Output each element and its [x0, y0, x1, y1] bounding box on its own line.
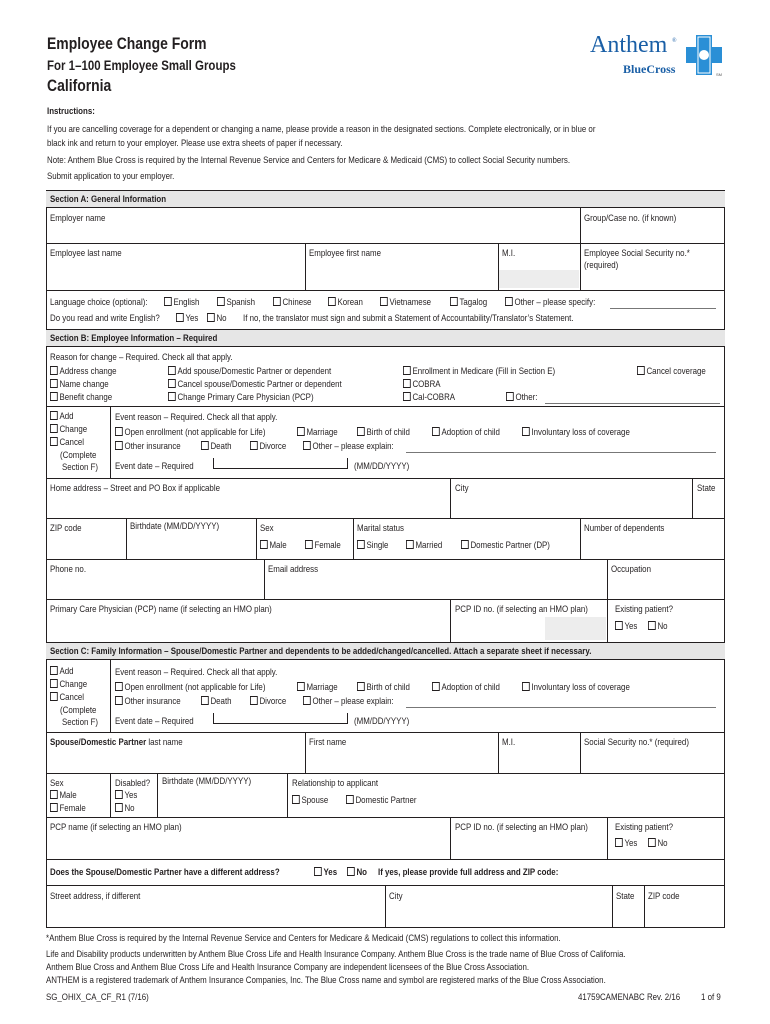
- spouse-female-checkbox[interactable]: [50, 803, 86, 814]
- diff-address-no-label: No: [356, 867, 367, 877]
- b-divorce-checkbox[interactable]: [250, 441, 286, 452]
- add-spouse-label: Add spouse/Domestic Partner or dependent: [177, 366, 332, 376]
- footer-note: *Anthem Blue Cross is required by the Internal Revenue Service and Centers for Medicare & Medicaid (CMS) regulations to collect this information.: [46, 933, 561, 943]
- spouse-existing-no-checkbox[interactable]: [648, 838, 668, 849]
- email-label: Email address: [268, 564, 319, 574]
- form-state: California: [47, 76, 112, 95]
- language-other-checkbox[interactable]: [505, 297, 595, 308]
- cancel-coverage-checkbox[interactable]: [637, 366, 706, 377]
- footer-line3: ANTHEM is a registered trademark of Anthem Insurance Companies, Inc. The Blue Cross name and symbol are registered marks of the Blue Cross Association.: [46, 975, 606, 985]
- instructions-line1: If you are cancelling coverage for a dependent or changing a name, please provide a reason in the designated sections. Complete electronically, or in blue or: [47, 124, 596, 134]
- benefit-change-label: Benefit change: [59, 392, 113, 402]
- marital-label: Marital status: [357, 523, 404, 533]
- c-add-checkbox[interactable]: [50, 666, 74, 677]
- b-birth-checkbox[interactable]: [357, 427, 410, 438]
- employer-name-label: Employer name: [50, 213, 106, 223]
- language-tagalog-label: Tagalog: [459, 297, 488, 307]
- spouse-sex-label: Sex: [50, 778, 64, 788]
- dependents-label: Number of dependents: [584, 523, 665, 533]
- read-write-yes-label: Yes: [185, 313, 199, 323]
- diff-address-yes-checkbox[interactable]: [314, 867, 337, 878]
- language-english-checkbox[interactable]: [164, 297, 199, 308]
- spouse-birthdate-label: Birthdate (MM/DD/YYYY): [162, 776, 252, 786]
- language-korean-checkbox[interactable]: [328, 297, 363, 308]
- language-english-label: English: [173, 297, 200, 307]
- read-write-no-label: No: [216, 313, 227, 323]
- spouse-existing-yes-checkbox[interactable]: [615, 838, 637, 849]
- instructions-line4: Submit application to your employer.: [47, 171, 175, 181]
- b-complete-note-2: Section F): [62, 462, 99, 472]
- b-complete-note-1: (Complete: [60, 450, 97, 460]
- group-case-input[interactable]: [581, 225, 724, 241]
- c-involuntary-label: Involuntary loss of coverage: [531, 682, 630, 692]
- phone-label: Phone no.: [50, 564, 87, 574]
- sex-female-label: Female: [314, 540, 341, 550]
- spouse-first-name-label: First name: [309, 737, 347, 747]
- city-label: City: [455, 483, 469, 493]
- city-input[interactable]: [451, 497, 691, 516]
- form-subtitle: For 1–100 Employee Small Groups: [47, 57, 236, 73]
- b-birth-label: Birth of child: [366, 427, 410, 437]
- section-c-header: [46, 642, 725, 660]
- home-address-label: Home address – Street and PO Box if applicable: [50, 483, 220, 493]
- form-id: SG_OHIX_CA_CF_R1 (7/16): [46, 992, 149, 1002]
- c-marriage-label: Marriage: [306, 682, 338, 692]
- spouse-ssn-label: Social Security no.* (required): [584, 737, 689, 747]
- state-label: State: [697, 483, 716, 493]
- logo-sub: BlueCross: [623, 62, 676, 76]
- employee-mi-input[interactable]: [499, 270, 579, 288]
- existing-yes-label: Yes: [624, 621, 638, 631]
- logo-sm: SM: [716, 72, 722, 77]
- spouse-state-label: State: [616, 891, 635, 901]
- change-pcp-label: Change Primary Care Physician (PCP): [177, 392, 314, 402]
- diff-address-yes-label: Yes: [323, 867, 338, 877]
- c-marriage-checkbox[interactable]: [297, 682, 338, 693]
- c-event-date-label: Event date – Required: [115, 716, 194, 726]
- read-write-no-checkbox[interactable]: [207, 313, 227, 324]
- c-other-explain-label: Other – please explain:: [312, 696, 394, 706]
- b-other-insurance-checkbox[interactable]: [115, 441, 181, 452]
- language-korean-label: Korean: [337, 297, 363, 307]
- medicare-label: Enrollment in Medicare (Fill in Section E): [412, 366, 556, 376]
- b-cancel-label: Cancel: [59, 437, 85, 447]
- employee-first-name-input[interactable]: [306, 265, 497, 287]
- spouse-existing-yes-label: Yes: [624, 838, 638, 848]
- c-event-reason-label: Event reason – Required. Check all that apply.: [115, 667, 278, 677]
- c-death-checkbox[interactable]: [201, 696, 232, 707]
- birthdate-label: Birthdate (MM/DD/YYYY): [130, 521, 220, 531]
- logo-name: Anthem: [590, 32, 668, 58]
- street-address-label: Street address, if different: [50, 891, 141, 901]
- employee-ssn-label: Employee Social Security no.*: [584, 248, 690, 258]
- instructions-line3: Note: Anthem Blue Cross is required by the Internal Revenue Service and Centers for Medicare & Medicaid (CMS) to collect Social Security numbers.: [47, 155, 571, 165]
- pcp-name-label: Primary Care Physician (PCP) name (if selecting an HMO plan): [50, 604, 272, 614]
- b-event-date-label: Event date – Required: [115, 461, 194, 471]
- existing-yes-checkbox[interactable]: [615, 621, 637, 632]
- disabled-no-checkbox[interactable]: [115, 803, 135, 814]
- c-birth-checkbox[interactable]: [357, 682, 410, 693]
- disabled-yes-checkbox[interactable]: [115, 790, 137, 801]
- c-complete-note-2: Section F): [62, 717, 99, 727]
- language-label: Language choice (optional):: [50, 297, 148, 307]
- cal-cobra-checkbox[interactable]: [403, 392, 455, 403]
- c-cancel-label: Cancel: [59, 692, 85, 702]
- b-change-checkbox[interactable]: [50, 424, 87, 435]
- b-marriage-checkbox[interactable]: [297, 427, 338, 438]
- spouse-city-label: City: [389, 891, 403, 901]
- disabled-label: Disabled?: [115, 778, 151, 788]
- b-cancel-checkbox[interactable]: [50, 437, 84, 448]
- language-chinese-label: Chinese: [282, 297, 312, 307]
- section-a-header: [46, 190, 725, 208]
- spouse-label-rest: last name: [146, 737, 183, 747]
- pcp-id-label: PCP ID no. (if selecting an HMO plan): [455, 604, 588, 614]
- form-code: 41759CAMENABC Rev. 2/16: [578, 992, 681, 1002]
- cal-cobra-label: Cal-COBRA: [412, 392, 456, 402]
- read-write-yes-checkbox[interactable]: [176, 313, 198, 324]
- c-other-explain-input[interactable]: [406, 707, 716, 708]
- c-other-insurance-checkbox[interactable]: [115, 696, 181, 707]
- b-other-explain-checkbox[interactable]: [303, 441, 394, 452]
- b-add-checkbox[interactable]: [50, 411, 74, 422]
- spouse-zip-label: ZIP code: [648, 891, 680, 901]
- spouse-existing-label: Existing patient?: [615, 822, 673, 832]
- change-pcp-checkbox[interactable]: [168, 392, 314, 403]
- employee-last-name-input[interactable]: [47, 265, 304, 287]
- b-death-checkbox[interactable]: [201, 441, 232, 452]
- c-open-enrollment-label: Open enrollment (not applicable for Life): [124, 682, 266, 692]
- c-involuntary-checkbox[interactable]: [522, 682, 630, 693]
- b-open-enrollment-label: Open enrollment (not applicable for Life): [124, 427, 266, 437]
- b-involuntary-label: Involuntary loss of coverage: [531, 427, 630, 437]
- spouse-label-bold: Spouse/Domestic Partner: [50, 737, 147, 747]
- c-adoption-checkbox[interactable]: [432, 682, 500, 693]
- footer-line2: Anthem Blue Cross and Anthem Blue Cross Life and Health Insurance Company are independent licensees of the Blue Cross Association.: [46, 962, 530, 972]
- spouse-pcp-name-label: PCP name (if selecting an HMO plan): [50, 822, 182, 832]
- sex-male-checkbox[interactable]: [260, 540, 287, 551]
- marital-married-label: Married: [415, 540, 443, 550]
- employee-first-name-label: Employee first name: [309, 248, 382, 258]
- medicare-checkbox[interactable]: [403, 366, 555, 377]
- spouse-last-name-label: [50, 737, 183, 748]
- employee-ssn-input[interactable]: [581, 275, 724, 288]
- sex-label: Sex: [260, 523, 274, 533]
- b-open-enrollment-checkbox[interactable]: [115, 427, 265, 438]
- marital-dp-checkbox[interactable]: [461, 540, 550, 551]
- section-a-title: Section A: General Information: [50, 194, 167, 204]
- spouse-female-label: Female: [59, 803, 86, 813]
- b-involuntary-checkbox[interactable]: [522, 427, 630, 438]
- c-open-enrollment-checkbox[interactable]: [115, 682, 265, 693]
- add-spouse-checkbox[interactable]: [168, 366, 331, 377]
- c-event-date-input[interactable]: [213, 713, 348, 724]
- c-other-insurance-label: Other insurance: [124, 696, 181, 706]
- read-write-label: Do you read and write English?: [50, 313, 160, 323]
- b-other-explain-input[interactable]: [406, 452, 716, 453]
- b-divorce-label: Divorce: [259, 441, 287, 451]
- cancel-spouse-label: Cancel spouse/Domestic Partner or dependent: [177, 379, 342, 389]
- anthem-logo: [590, 32, 730, 82]
- cobra-checkbox[interactable]: [403, 379, 441, 390]
- b-other-insurance-label: Other insurance: [124, 441, 181, 451]
- existing-no-label: No: [657, 621, 668, 631]
- b-adoption-label: Adoption of child: [441, 427, 500, 437]
- c-birth-label: Birth of child: [366, 682, 410, 692]
- c-death-label: Death: [210, 696, 232, 706]
- marital-married-checkbox[interactable]: [406, 540, 442, 551]
- section-b-header: [46, 329, 725, 347]
- translator-note: If no, the translator must sign and submit a Statement of Accountability/Translator’s Statement.: [243, 313, 574, 323]
- b-event-date-input[interactable]: [213, 458, 348, 469]
- cancel-spouse-checkbox[interactable]: [168, 379, 342, 390]
- reason-other-checkbox[interactable]: [506, 392, 537, 403]
- relationship-spouse-checkbox[interactable]: [292, 795, 328, 806]
- cancel-coverage-label: Cancel coverage: [646, 366, 706, 376]
- zip-label: ZIP code: [50, 523, 82, 533]
- spouse-male-label: Male: [59, 790, 77, 800]
- employee-last-name-label: Employee last name: [50, 248, 122, 258]
- diff-address-no-checkbox[interactable]: [347, 867, 367, 878]
- relationship-spouse-label: Spouse: [301, 795, 329, 805]
- b-marriage-label: Marriage: [306, 427, 338, 437]
- b-other-explain-label: Other – please explain:: [312, 441, 394, 451]
- footer-line1: Life and Disability products underwritten by Anthem Blue Cross Life and Health Insurance Company. Anthem Blue Cross is the trade name of Blue Cross of California.: [46, 949, 626, 959]
- relationship-dp-label: Domestic Partner: [355, 795, 417, 805]
- address-change-label: Address change: [59, 366, 117, 376]
- spouse-male-checkbox[interactable]: [50, 790, 77, 801]
- cobra-label: COBRA: [412, 379, 441, 389]
- c-change-label: Change: [59, 679, 88, 689]
- reason-other-input[interactable]: [545, 403, 720, 404]
- occupation-label: Occupation: [611, 564, 651, 574]
- page-number: 1 of 9: [701, 992, 721, 1002]
- b-adoption-checkbox[interactable]: [432, 427, 500, 438]
- blue-cross-icon: [685, 34, 723, 76]
- name-change-checkbox[interactable]: [50, 379, 109, 390]
- spouse-mi-label: M.I.: [502, 737, 516, 747]
- c-other-explain-checkbox[interactable]: [303, 696, 394, 707]
- form-title: Employee Change Form: [47, 34, 207, 53]
- c-complete-note-1: (Complete: [60, 705, 97, 715]
- benefit-change-checkbox[interactable]: [50, 392, 112, 403]
- reason-label: Reason for change – Required. Check all that apply.: [50, 352, 233, 362]
- b-event-reason-label: Event reason – Required. Check all that apply.: [115, 412, 278, 422]
- marital-single-checkbox[interactable]: [357, 540, 388, 551]
- language-other-input[interactable]: [610, 308, 716, 309]
- disabled-no-label: No: [124, 803, 135, 813]
- diff-address-label: Does the Spouse/Domestic Partner have a different address?: [50, 867, 280, 877]
- c-change-checkbox[interactable]: [50, 679, 87, 690]
- instructions-heading: Instructions:: [47, 106, 95, 116]
- language-chinese-checkbox[interactable]: [273, 297, 311, 308]
- spouse-existing-no-label: No: [657, 838, 668, 848]
- language-spanish-label: Spanish: [226, 297, 256, 307]
- language-spanish-checkbox[interactable]: [217, 297, 255, 308]
- sex-female-checkbox[interactable]: [305, 540, 341, 551]
- c-divorce-checkbox[interactable]: [250, 696, 286, 707]
- section-c-title: Section C: Family Information – Spouse/Domestic Partner and dependents to be added/changed/cancelled. Attach a separate sheet if necessary.: [50, 646, 592, 656]
- c-add-label: Add: [59, 666, 74, 676]
- c-adoption-label: Adoption of child: [441, 682, 500, 692]
- existing-patient-label: Existing patient?: [615, 604, 673, 614]
- instructions-line2: black ink and return to your employer. Please use extra sheets of paper if necessary.: [47, 138, 343, 148]
- reason-other-label: Other:: [515, 392, 538, 402]
- language-other-label: Other – please specify:: [514, 297, 596, 307]
- existing-no-checkbox[interactable]: [648, 621, 668, 632]
- logo-tm: ®: [672, 38, 677, 44]
- spouse-pcp-id-label: PCP ID no. (if selecting an HMO plan): [455, 822, 588, 832]
- c-divorce-label: Divorce: [259, 696, 287, 706]
- relationship-label: Relationship to applicant: [292, 778, 379, 788]
- language-tagalog-checkbox[interactable]: [450, 297, 487, 308]
- marital-single-label: Single: [366, 540, 389, 550]
- name-change-label: Name change: [59, 379, 109, 389]
- state-input[interactable]: [693, 497, 724, 516]
- language-vietnamese-label: Vietnamese: [389, 297, 432, 307]
- group-case-label: Group/Case no. (if known): [584, 213, 677, 223]
- b-change-label: Change: [59, 424, 88, 434]
- b-add-label: Add: [59, 411, 74, 421]
- section-b-title: Section B: Employee Information – Required: [50, 333, 218, 343]
- home-address-input[interactable]: [47, 497, 449, 516]
- c-date-format: (MM/DD/YYYY): [354, 716, 410, 726]
- relationship-dp-checkbox[interactable]: [346, 795, 417, 806]
- b-date-format: (MM/DD/YYYY): [354, 461, 410, 471]
- diff-address-tail: If yes, please provide full address and ZIP code:: [378, 867, 559, 877]
- employee-ssn-required: (required): [584, 260, 619, 270]
- c-cancel-checkbox[interactable]: [50, 692, 84, 703]
- b-death-label: Death: [210, 441, 232, 451]
- sex-male-label: Male: [269, 540, 287, 550]
- employer-name-input[interactable]: [47, 225, 579, 241]
- language-vietnamese-checkbox[interactable]: [380, 297, 431, 308]
- address-change-checkbox[interactable]: [50, 366, 117, 377]
- disabled-yes-label: Yes: [124, 790, 138, 800]
- employee-mi-label: M.I.: [502, 248, 516, 258]
- pcp-id-shaded[interactable]: [545, 617, 606, 640]
- marital-dp-label: Domestic Partner (DP): [470, 540, 550, 550]
